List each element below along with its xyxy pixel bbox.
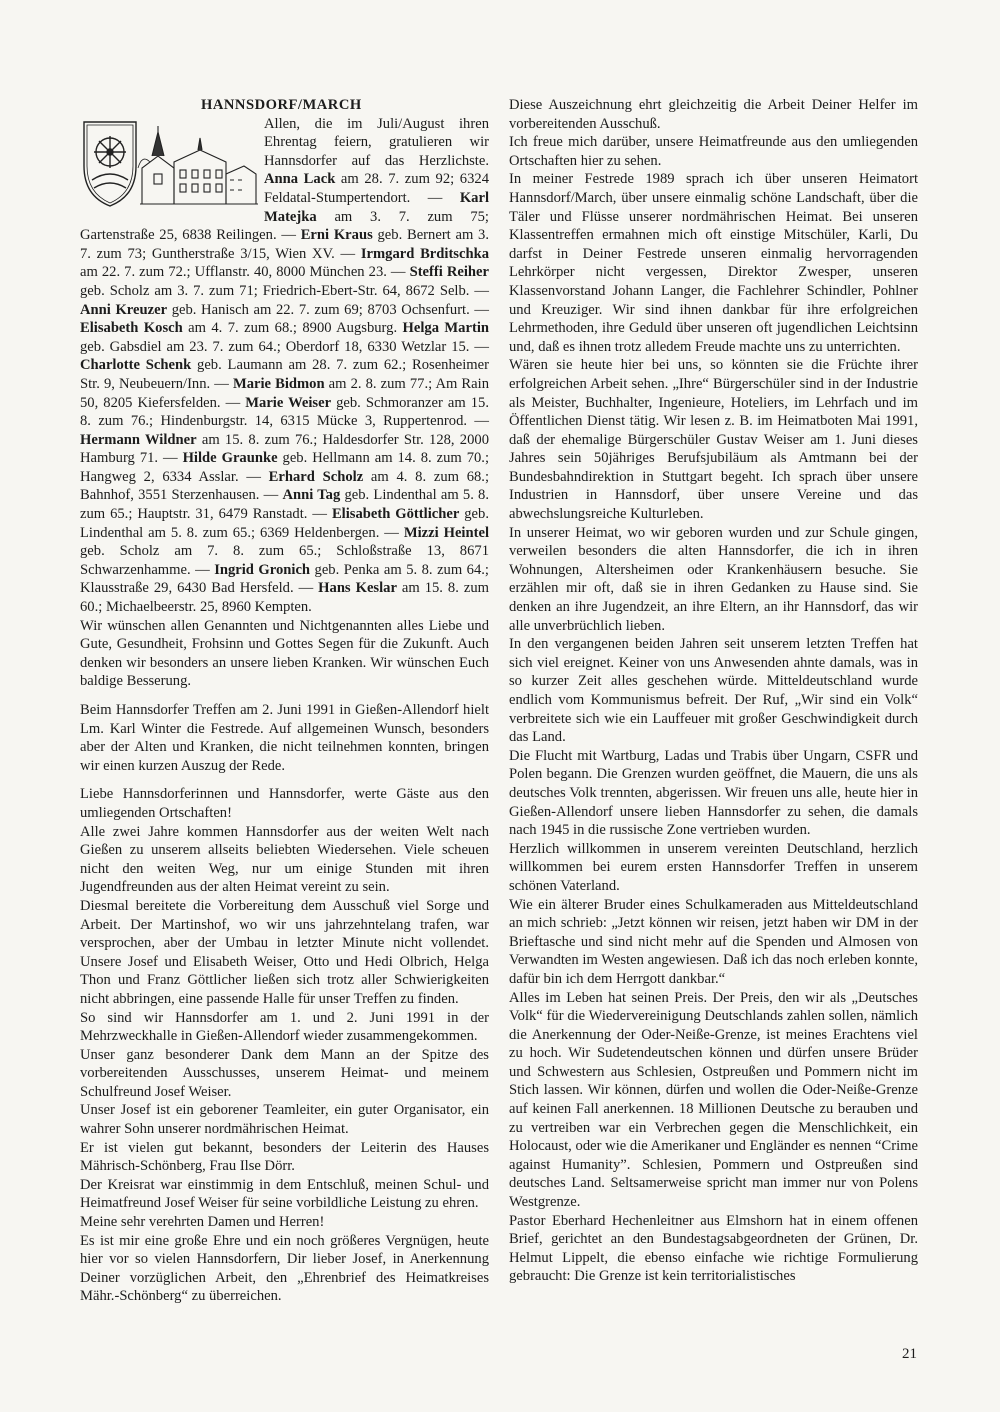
paragraph: Alle zwei Jahre kommen Hannsdorfer aus der weiten Welt nach Gießen zu unserem allseits beliebten Wiedersehen. Viele scheuen nicht den weiten Weg, nur um einige Stunden mit ihren Jugendfreunden aus der alten Heimat vereint zu sein. [80, 823, 489, 896]
paragraph: In unserer Heimat, wo wir geboren wurden und zur Schule gingen, verweilen besonders die alten Hannsdorfer, die ich in ihren Wohnungen, Altersheimen oder Krankenhäusern besuche. Sie erzählen mir oft, daß sie in ihren Gedanken zu Hause sind. Sie denken an ihre Jugendzeit, an ihre Eltern, an ihr Hannsdorf, das wir alle unverbrüchlich lieben. [509, 524, 918, 634]
celebrant-name: Elisabeth Kosch [80, 320, 183, 337]
crest-and-village-illustration [80, 118, 258, 210]
left-column [80, 96, 489, 1306]
article-heading: HANNSDORF/MARCH [201, 97, 362, 113]
celebrant-name: Erhard Scholz [268, 468, 364, 485]
paragraph: Unser ganz besonderer Dank dem Mann an der Spitze des vorbereitenden Ausschusses, unserem Heimat- und meinem Schulfreund Josef Weiser. [80, 1046, 489, 1100]
birthday-text: am 15. 8. zum 60.; Michaelbeerstr. 25, 8960 Kempten. [80, 580, 489, 616]
birthday-text: geb. Gabsdiel am 23. 7. zum 64.; Oberdorf 18, 6330 Wetzlar 15. — [80, 338, 489, 355]
paragraph: Pastor Eberhard Hechenleitner aus Elmshorn hat in einem offenen Brief, gerichtet an den Bundestagsabgeordneten der Grünen, Dr. Helmut Lippelt, die ebenso einfache wie richtige Formulierung gebraucht: Die Grenze ist kein territorialistisches [509, 1212, 918, 1285]
celebrant-name: Marie Bidmon [232, 375, 325, 392]
birthday-text: am 4. 7. zum 68.; 8900 Augsburg. [182, 320, 403, 337]
celebrant-name: Irmgard Brditschka [360, 245, 489, 262]
celebrant-name: Hermann Wildner [80, 431, 197, 448]
birthday-text: am 3. 7. zum 75; Gartenstraße 25, 6838 Reilingen. — [80, 208, 489, 244]
celebrant-name: Anni Kreuzer [80, 301, 168, 318]
paragraph: Diese Auszeichnung ehrt gleichzeitig die Arbeit Deiner Helfer im vorbereitenden Ausschuß. [509, 97, 918, 132]
birthday-text: am 4. 8. zum 68.; Bahnhof, 3551 Sterzenhausen. — [80, 468, 489, 504]
paragraph: So sind wir Hannsdorfer am 1. und 2. Juni 1991 in der Mehrzweckhalle in Gießen-Allendorf wieder zusammengekommen. [80, 1009, 489, 1045]
birthday-text: am 28. 7. zum 92; 6324 Feldatal-Stumpertendort. — [264, 171, 489, 206]
paragraph: Es ist mir eine große Ehre und ein noch größeres Vergnügen, heute hier vor so vielen Hannsdorfern, Dir lieber Josef, in Anerkennung Deiner vorzüglichen Arbeit, den „Ehrenbrief des Heimatkreises Mähr.-Schönberg“ zu überreichen. [80, 1232, 489, 1305]
celebrant-name: Hilde Graunke [182, 450, 278, 467]
celebrant-name: Erni Kraus [300, 227, 373, 244]
paragraph: Unser Josef ist ein geborener Teamleiter, ein guter Organisator, ein wahrer Sohn unserer nordmährischen Heimat. [80, 1102, 489, 1138]
celebrant-name: Charlotte Schenk [80, 357, 192, 374]
paragraph-gap [80, 691, 489, 701]
birthday-text: geb. Schmoranzer am 15. 8. zum 76.; Hindenburgstr. 14, 6315 Mücke 3, Ruppertenrod. — [80, 394, 489, 430]
paragraph: In den vergangenen beiden Jahren seit unserem letzten Treffen hat sich viel ereignet. Keiner von uns Anwesenden ahnte damals, was in so kurzer Zeit alles geschehen würde. Mitteldeutschland wurde endlich vom Kommunismus befreit. Der Ruf, „Wir sind ein Volk“ verbreitete sich wie ein Lauffeuer mit großer Geschwindigkeit durch das Land. [509, 636, 918, 746]
paragraph: Wie ein älterer Bruder eines Schulkameraden aus Mitteldeutschland an mich schrieb: „Jetzt können wir reisen, jetzt haben wir DM in der Brieftasche und sind nicht mehr auf die Spenden und Almosen von Verwandten im Westen angewiesen. Daß ich das noch erleben konnte, dafür bin ich dem Herrgott dankbar.“ [509, 896, 918, 987]
right-paragraphs [509, 96, 918, 1286]
paragraph: Alles im Leben hat seinen Preis. Der Preis, den wir als „Deutsches Volk“ für die Wiedervereinigung Deutschlands zahlen sollen, nämlich die Anerkennung der Oder-Neiße-Grenze, ist meines Erachtens viel zu hoch. Wir Sudetendeutschen können und dürfen unsere Brüder und Schwestern aus Schlesien, Ostpreußen und Pommern nicht im Stich lassen. Wir können, dürfen und wollen die Oder-Neiße-Grenze auf keinen Fall anerkennen. 18 Millionen Deutsche zu berauben und zu vertreiben war ein Verbrechen gegen die Menschlichkeit, ein Holocaust, oder wie die Amerikaner und Engländer es nennen “Crime against Humanity”. Schlesien, Pommern und Ostpreußen sind deutsches Land. Seltsamerweise spricht man immer nur von Polens Westgrenze. [509, 989, 918, 1211]
birthday-text: geb. Scholz am 7. 8. zum 65.; Schloßstraße 13, 8671 Schwarzenhamme. — [80, 543, 489, 578]
celebrant-name: Marie Weiser [245, 394, 332, 411]
paragraph: Meine sehr verehrten Damen und Herren! [80, 1214, 325, 1231]
celebrant-name: Anna Lack [264, 171, 336, 188]
celebrant-name: Anni Tag [282, 487, 341, 504]
coat-of-arms-icon [84, 122, 136, 206]
celebrant-name: Elisabeth Göttlicher [331, 506, 460, 523]
celebrant-name: Mizzi Heintel [403, 524, 489, 541]
celebrant-name: Hans Keslar [318, 580, 397, 597]
birthday-text: am 22. 7. zum 72.; Ufflanstr. 40, 8000 München 23. — [80, 264, 410, 281]
birthday-text: geb. Hanisch am 22. 7. zum 69; 8703 Ochsenfurt. — [167, 301, 489, 318]
birthday-text: geb. Penka am 5. 8. zum 64.; Klausstraße 29, 6430 Bad Hersfeld. — [80, 561, 489, 597]
birthday-text: geb. Laumann am 28. 7. zum 62.; Rosenheimer Str. 9, Neubeuern/Inn. — [80, 357, 489, 392]
village-church-illustration [138, 126, 258, 204]
paragraph-gap [80, 775, 489, 785]
birthday-text: geb. Lindenthal am 5. 8. zum 65.; Hauptstr. 31, 6479 Ranstadt. — [80, 487, 490, 523]
celebrant-name: Helga Martin [402, 320, 489, 337]
birthday-text: geb. Lindenthal am 5. 8. zum 65.; 6369 Heldenbergen. — [80, 506, 489, 541]
birthday-text: am 2. 8. zum 77.; Am Rain 50, 8205 Kiefersfelden. — [80, 375, 489, 411]
paragraph: Herzlich willkommen in unserem vereinten Deutschland, herzlich willkommen bei eurem ersten Hannsdorfer Treffen in unserem schönen Vaterland. [509, 840, 918, 894]
celebrant-name: Steffi Reiher [409, 264, 489, 281]
birthday-text: Allen, die im Juli/August ihren Ehrentag feiern, gratulieren wir Hannsdorfer auf das Herzlichste. [264, 115, 489, 169]
paragraph: Der Kreisrat war einstimmig in dem Entschluß, meinen Schul- und Heimatfreund Josef Weiser für seine vorbildliche Leistung zu ehren. [80, 1176, 489, 1212]
paragraph: Beim Hannsdorfer Treffen am 2. Juni 1991 in Gießen-Allendorf hielt Lm. Karl Winter die Festrede. Auf allgemeinen Wunsch, besonders aber der Alten und Kranken, die nicht teilnehmen konnten, bringen wir einen kurzen Auszug der Rede. [80, 702, 489, 774]
birthday-text: geb. Bernert am 3. 7. zum 73; Guntherstraße 3/15, Wien XV. — [80, 227, 490, 262]
paragraph: Liebe Hannsdorferinnen und Hannsdorfer, werte Gäste aus den umliegenden Ortschaften! [80, 786, 489, 821]
paragraph: In meiner Festrede 1989 sprach ich über unseren Heimatort Hannsdorf/March, über unsere einmalig schöne Landschaft, über die Täler und Flüsse unserer nordmährischen Heimat. Bei unseren Klassentreffen ermahnen mich oft einstige Mitschüler, Karli, Du darfst in Deiner Festrede unseren einmalig hervorragenden Lehrkörper nicht vergessen, Direktor Zwesper, unseren Klassenvorstand Johann Langer, die Fachlehrer Schindler, Pohlner und Kreuziger. Wir sind ihnen dankbar für ihre erfolgreichen Lehrmethoden, ihre Geduld über unseren oft jugendlichen Leichtsinn und, daß es ihnen trotz alledem Freude machte uns zu unterrichten. [509, 171, 918, 355]
paragraph: Diesmal bereitete die Vorbereitung dem Ausschuß viel Sorge und Arbeit. Der Martinshof, wo wir uns jahrzehntelang trafen, war versprochen, aber der Umbau in letzter Minute nicht vollendet. Unsere Josef und Elisabeth Weiser, Otto und Hedi Olbrich, Helga Thon und Franz Göttlicher ließen sich trotz aller Schwierigkeiten nicht abbringen, eine passende Halle für unser Treffen zu finden. [80, 897, 489, 1007]
celebrant-name: Ingrid Gronich [214, 561, 311, 578]
paragraph: Wären sie heute hier bei uns, so könnten sie die Früchte ihrer erfolgreichen Arbeit sehen. „Ihre“ Bürgerschüler sind in der Industrie als Meister, Buchhalter, Ingenieure, Hoteliers, im Lehrfach und im Öffentlichen Dienst tätig. Wir lesen z. B. im Heimatboten Mai 1991, daß der ehemalige Bürgerschüler Gustav Weiser am 1. Juni dieses Jahres sein 50jähriges Berufsjubiläum als Amtmann bei der Bundesbahndirektion in Stuttgart begeht. Ich sprach über unsere Industrien in Hannsdorf, über unsere Vereine und das abwechslungsreiche Kulturleben. [509, 357, 918, 523]
paragraph: Ich freue mich darüber, unsere Heimatfreunde aus den umliegenden Ortschaften hier zu sehen. [509, 134, 918, 169]
left-paragraphs [80, 617, 489, 1306]
birthday-text: geb. Scholz am 3. 7. zum 71; Friedrich-Ebert-Str. 64, 8672 Selb. — [80, 282, 489, 299]
right-column [509, 96, 918, 1286]
celebrant-name: Karl Matejka [264, 189, 489, 225]
paragraph: Die Flucht mit Wartburg, Ladas und Trabis über Ungarn, CSFR und Polen begann. Die Grenzen wurden geöffnet, die Mauern, die uns als deutsches Volk trennten, abgerissen. Wir freuen uns alle, heute hier in Gießen-Allendorf unsere lieben Hannsdorfer zu sehen, die damals nach 1945 in die russische Zone vertrieben wurden. [509, 747, 918, 839]
birthday-text: geb. Hellmann am 14. 8. zum 70.; Hangweg 2, 6334 Asslar. — [80, 450, 490, 485]
paragraph: Er ist vielen gut bekannt, besonders der Leiterin des Hauses Mährisch-Schönberg, Frau Ilse Dörr. [80, 1139, 489, 1175]
page-number: 21 [902, 1346, 917, 1362]
birthday-text: am 15. 8. zum 76.; Haldesdorfer Str. 128, 2000 Hamburg 71. — [80, 431, 489, 467]
paragraph: Wir wünschen allen Genannten und Nichtgenannten alles Liebe und Gute, Gesundheit, Frohsinn und Gottes Segen für die Zukunft. Auch denken wir besonders an unsere lieben Kranken. Wir wünschen Euch baldige Besserung. [80, 617, 489, 690]
